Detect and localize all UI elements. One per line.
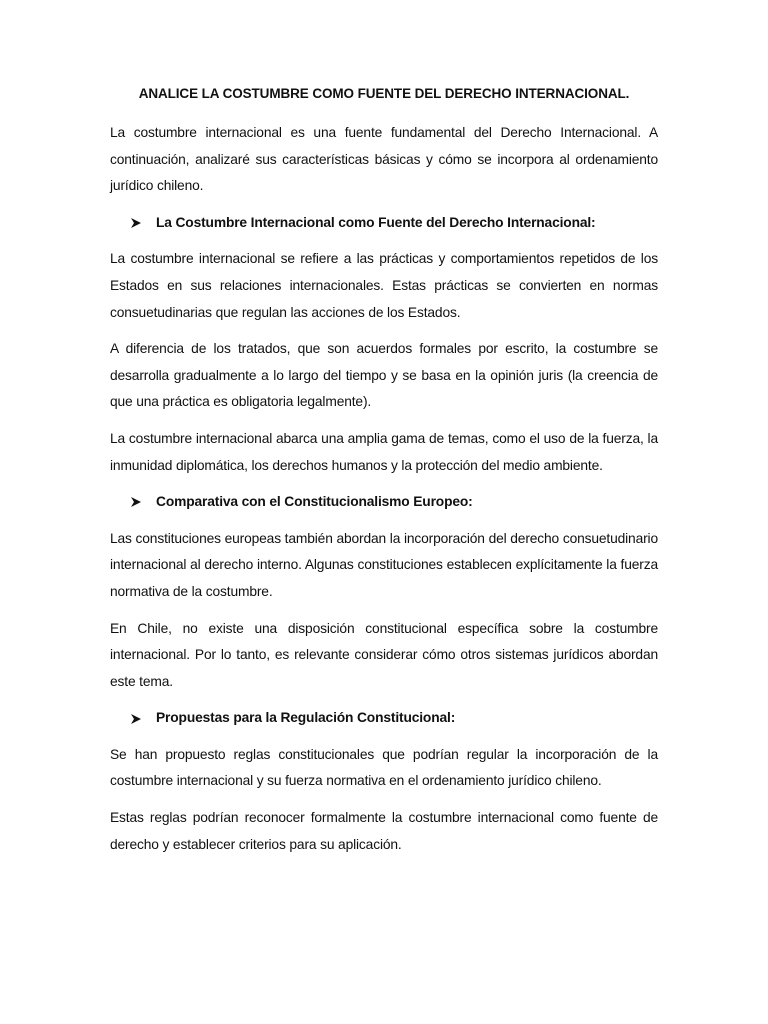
paragraph: Estas reglas podrían reconocer formalmente la costumbre internacional como fuente de derecho y establecer criterios para su aplicación. <box>110 810 658 852</box>
paragraph: La costumbre internacional abarca una amplia gama de temas, como el uso de la fuerza, la inmunidad diplomática, los derechos humanos y la protección del medio ambiente. <box>110 430 658 473</box>
arrow-bullet-icon <box>130 217 156 229</box>
page-title: ANALICE LA COSTUMBRE COMO FUENTE DEL DERECHO INTERNACIONAL. <box>138 86 630 101</box>
section-heading-propuestas <box>110 705 658 732</box>
intro-paragraph: La costumbre internacional es una fuente fundamental del Derecho Internacional. A continuación, analizaré sus características básicas y cómo se incorpora al ordenamiento jurídico chileno. <box>110 125 658 194</box>
section-heading-text: Comparativa con el Constitucionalismo Europeo: <box>156 494 473 510</box>
section-heading-costumbre <box>110 210 658 237</box>
paragraph: A diferencia de los tratados, que son acuerdos formales por escrito, la costumbre se desarrolla gradualmente a lo largo del tiempo y se basa en la opinión juris (la creencia de que una práctica es obligatoria legalmente). <box>110 341 658 410</box>
paragraph: Las constituciones europeas también abordan la incorporación del derecho consuetudinario internacional al derecho interno. Algunas constituciones establecen explícitamente la fuerza normativa de la costumbre. <box>110 530 658 599</box>
section-heading-text: La Costumbre Internacional como Fuente del Derecho Internacional: <box>156 214 596 230</box>
paragraph: La costumbre internacional se refiere a las prácticas y comportamientos repetidos de los Estados en sus relaciones internacionales. Estas prácticas se convierten en normas consuetudinarias que regulan las acciones de los Estados. <box>110 251 658 320</box>
arrow-bullet-icon <box>130 496 156 508</box>
paragraph: En Chile, no existe una disposición constitucional específica sobre la costumbre internacional. Por lo tanto, es relevante considerar cómo otros sistemas jurídicos abordan este tema. <box>110 620 658 689</box>
paragraph: Se han propuesto reglas constitucionales que podrían regular la incorporación de la costumbre internacional y su fuerza normativa en el ordenamiento jurídico chileno. <box>110 746 658 789</box>
document-body <box>110 84 658 868</box>
section-heading-text: Propuestas para la Regulación Constitucional: <box>156 710 456 726</box>
arrow-bullet-icon <box>130 713 156 725</box>
section-heading-comparativa <box>110 489 658 516</box>
